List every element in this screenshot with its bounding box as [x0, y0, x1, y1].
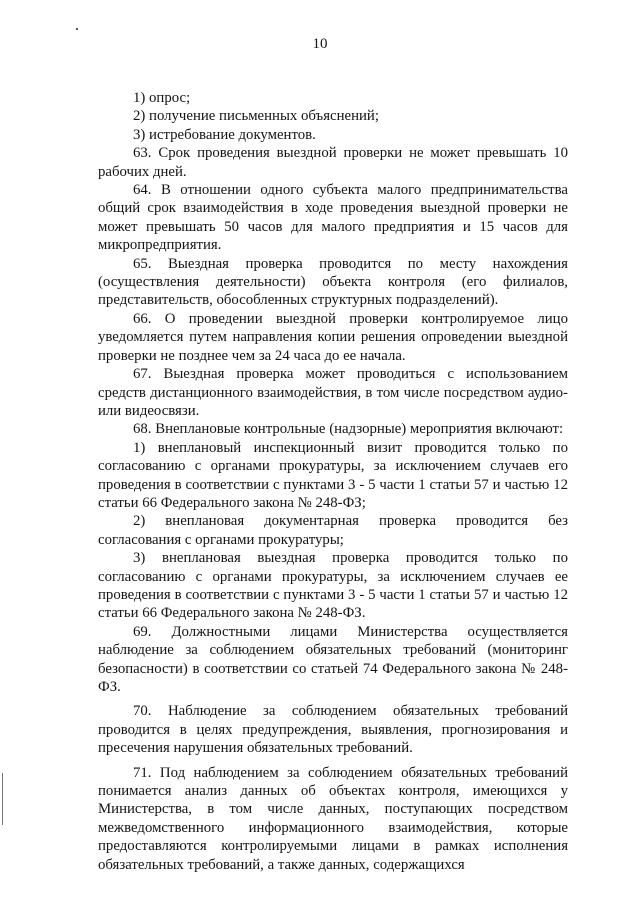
paragraph-65: 65. Выездная проверка проводится по месту нахождения (осуществления деятельности) объекта контроля (его филиалов, представительств, обособленных структурных подразделений). — [98, 255, 568, 309]
paragraph-68-item-1: 1) внеплановый инспекционный визит проводится только по согласованию с органами прокуратуры, за исключением случаев его проведения в соответствии с пунктами 3 - 5 части 1 статьи 57 и частью 12 статьи 66 Федерального закона № 248-ФЗ; — [98, 439, 568, 511]
paragraph-70: 70. Наблюдение за соблюдением обязательных требований проводится в целях предупреждения, выявления, прогнозирования и пресечения нарушения обязательных требований. — [98, 703, 568, 757]
scan-speck — [76, 28, 78, 30]
paragraph-63: 63. Срок проведения выездной проверки не может превышать 10 рабочих дней. — [98, 145, 568, 180]
paragraph-66: 66. О проведении выездной проверки контролируемое лицо уведомляется путем направления копии решения опроведении выездной проверки не позднее чем за 24 часа до ее начала. — [98, 310, 568, 364]
page-number: 10 — [312, 36, 328, 52]
paragraph-71: 71. Под наблюдением за соблюдением обязательных требований понимается анализ данных об объектах контроля, имеющихся у Министерства, в том числе данных, поступающих посредством межведомственного информационного взаимодействия, которые предоставляются контролируемыми лицами в рамках исполнения обязательных требований, а также данных, содержащихся — [98, 764, 568, 873]
paragraph-item-2: 2) получение письменных объяснений; — [133, 108, 379, 125]
paragraph-69: 69. Должностными лицами Министерства осуществляется наблюдение за соблюдением обязательных требований (мониторинг безопасности) в соответствии со статьей 74 Федерального закона № 248-ФЗ. — [98, 623, 568, 695]
document-body — [98, 89, 568, 874]
paragraph-64: 64. В отношении одного субъекта малого предпринимательства общий срок взаимодействия в ходе проведения выездной проверки не может превышать 50 часов для малого предприятия и 15 часов для микропредприятия. — [98, 182, 568, 254]
scan-edge-mark — [2, 773, 3, 825]
paragraph-68-item-2: 2) внеплановая документарная проверка проводится без согласования с органами прокуратуры; — [98, 513, 568, 548]
paragraph-68-item-3: 3) внеплановая выездная проверка проводится только по согласованию с органами прокуратуры, за исключением случаев ее проведения в соответствии с пунктами 3 - 5 части 1 статьи 57 и частью 12 статьи 66 Федерального закона № 248-ФЗ. — [98, 550, 568, 622]
paragraph-item-1: 1) опрос; — [133, 90, 191, 106]
paragraph-67: 67. Выездная проверка может проводиться с использованием средств дистанционного взаимодействия, в том числе посредством аудио- или видеосвязи. — [98, 366, 568, 419]
paragraph-68: 68. Внеплановые контрольные (надзорные) мероприятия включают: — [133, 421, 564, 438]
paragraph-item-3: 3) истребование документов. — [133, 126, 316, 143]
